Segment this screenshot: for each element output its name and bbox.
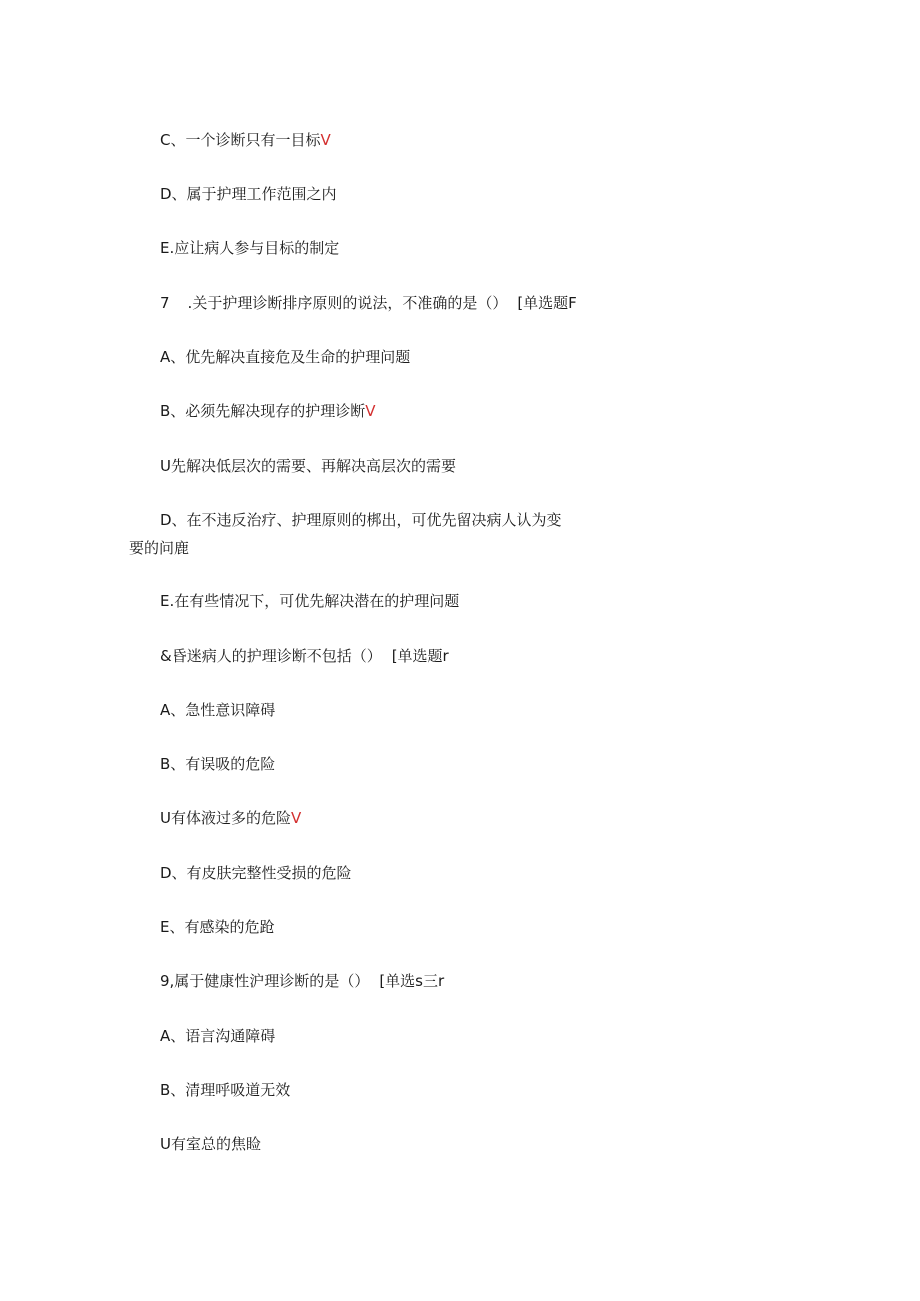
option-c-q8 [160,808,301,828]
option-e-q6 [160,238,339,258]
option-text-continuation: 要的问鹿 [129,539,190,557]
question-type-tag: [单选题r [391,647,449,665]
option-b-q9 [160,1080,290,1100]
question-type-tag: [单选题F [517,294,577,312]
option-text: E.应让病人参与目标的制定 [160,239,340,257]
question-text: &昏迷病人的护理诊断不包括（） [160,647,382,665]
option-e-q8 [160,917,274,937]
option-text: U先解决低层次的需要、再解决高层次的需要 [160,457,456,475]
question-7 [160,293,577,313]
question-9 [160,971,444,991]
option-text: D、有皮肤完整性受损的危险 [160,864,352,882]
option-text: D、属于护理工作范围之内 [160,185,337,203]
option-text: A、语言沟通障碍 [160,1027,276,1045]
option-text: B、必须先解决现存的护理诊断 [160,402,366,420]
question-type-tag: [单选s三r [379,972,445,990]
answer-check-mark: V [290,809,302,827]
option-a-q8 [160,700,275,720]
question-text: 9,属于健康性沪理诊断的是（） [160,972,370,990]
option-d-q7 [160,510,562,530]
option-d-q6 [160,184,337,204]
answer-check-mark: V [320,131,331,149]
option-c-q6 [160,130,331,150]
option-text: A、急性意识障碍 [160,701,276,719]
option-text: D、在不违反治疗、护理原则的梆出，可优先留决病人认为变 [160,511,562,529]
option-text: C、一个诊断只有一目标 [160,131,321,149]
option-a-q9 [160,1026,275,1046]
option-c-q9 [160,1134,261,1154]
option-c-q7 [160,456,456,476]
option-a-q7 [160,347,410,367]
question-number: 7 [160,294,170,312]
option-text: B、清理呼吸道无效 [160,1081,291,1099]
option-text: U有室总的焦睑 [160,1135,261,1153]
option-text: E.在有些情况下，可优先解决潜在的护理问题 [160,592,460,610]
option-b-q7 [160,401,376,421]
option-e-q7 [160,591,459,611]
option-text: U有体液过多的危险 [160,809,291,827]
option-b-q8 [160,754,275,774]
option-d-q8 [160,863,352,883]
option-text: B、有误吸的危险 [160,755,276,773]
option-text: A、优先解决直接危及生命的护理问题 [160,348,411,366]
question-8 [160,646,449,666]
option-d-q7-continuation [129,538,189,558]
answer-check-mark: V [365,402,376,420]
question-text: .关于护理诊断排序原则的说法，不准确的是（） [187,294,508,312]
option-text: E、有感染的危跄 [160,918,275,936]
